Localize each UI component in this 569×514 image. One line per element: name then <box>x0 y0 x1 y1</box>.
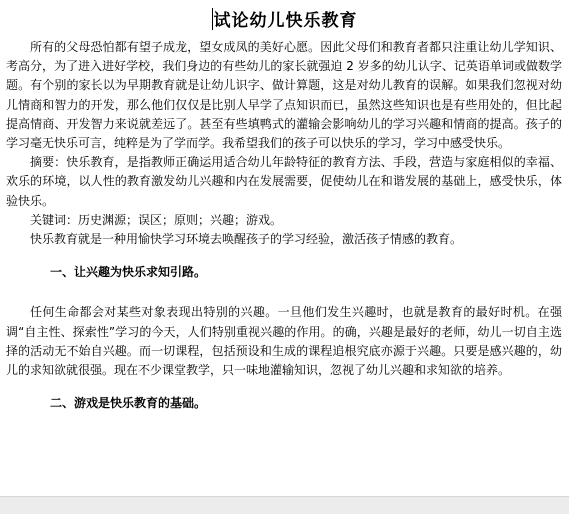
definition-paragraph: 快乐教育就是一种用愉快学习环境去唤醒孩子的学习经验，激活孩子情感的教育。 <box>30 232 463 247</box>
spacer <box>6 282 562 303</box>
title-area <box>0 6 569 31</box>
bottom-band <box>0 496 569 514</box>
spacer <box>6 380 562 394</box>
section-1-paragraph: 任何生命都会对某些对象表现出特别的兴趣。一旦他们发生兴趣时，也就是教育的最好时机。在强调“自主性、探索性”学习的今天，人们特别重视兴趣的作用。的确，兴趣是最好的老师，幼儿一切自主选择的活动无不始自兴趣。而一切课程，包括预设和生成的课程追根究底亦源于兴趣。只要是感兴趣的，幼儿的求知欲就很强。现在不少课堂教学，只一味地灌输知识，忽视了幼儿兴趣和求知欲的培养。 <box>6 305 562 378</box>
section-2-heading: 二、游戏是快乐教育的基础。 <box>50 396 207 411</box>
section-1-heading: 一、让兴趣为快乐求知引路。 <box>50 265 207 280</box>
spacer <box>6 249 562 263</box>
document-title: 试论幼儿快乐教育 <box>213 11 358 31</box>
intro-paragraph: 所有的父母恐怕都有望子成龙，望女成凤的美好心愿。因此父母们和教育者都只注重让幼儿学知识、考高分，为了进入进好学校，我们身边的有些幼儿的家长就强迫 2 岁多的幼儿认字、记英语单词或做数学题。有个别的家长以为早期教育就是让幼儿识字、做计算题，这是对幼儿教育的误解。如果我们忽视对幼儿情商和智力的开发，那么他们仅仅是比别人早学了点知识而已，虽然这些知识也是有些用处的，但比起提高情商、开发智力来说就差远了。甚至有些填鸭式的灌输会影响幼儿的学习兴趣和情商的提高。孩子的学习毫无快乐可言，纯粹是为了学而学。我希望我们的孩子可以快乐的学习，学习中感受快乐。 <box>6 40 562 151</box>
text-cursor <box>212 8 213 30</box>
keywords-paragraph: 关键词：历史渊源；误区；原则；兴趣；游戏。 <box>30 212 283 227</box>
document-body <box>6 38 562 413</box>
abstract-paragraph: 摘要：快乐教育，是指教师正确运用适合幼儿年龄特征的教育方法、手段，营造与家庭相似的幸福、欢乐的环境，以人性的教育激发幼儿兴趣和内在发展需要，促使幼儿在和谐发展的基础上，感受快乐，体验快乐。 <box>6 155 562 208</box>
